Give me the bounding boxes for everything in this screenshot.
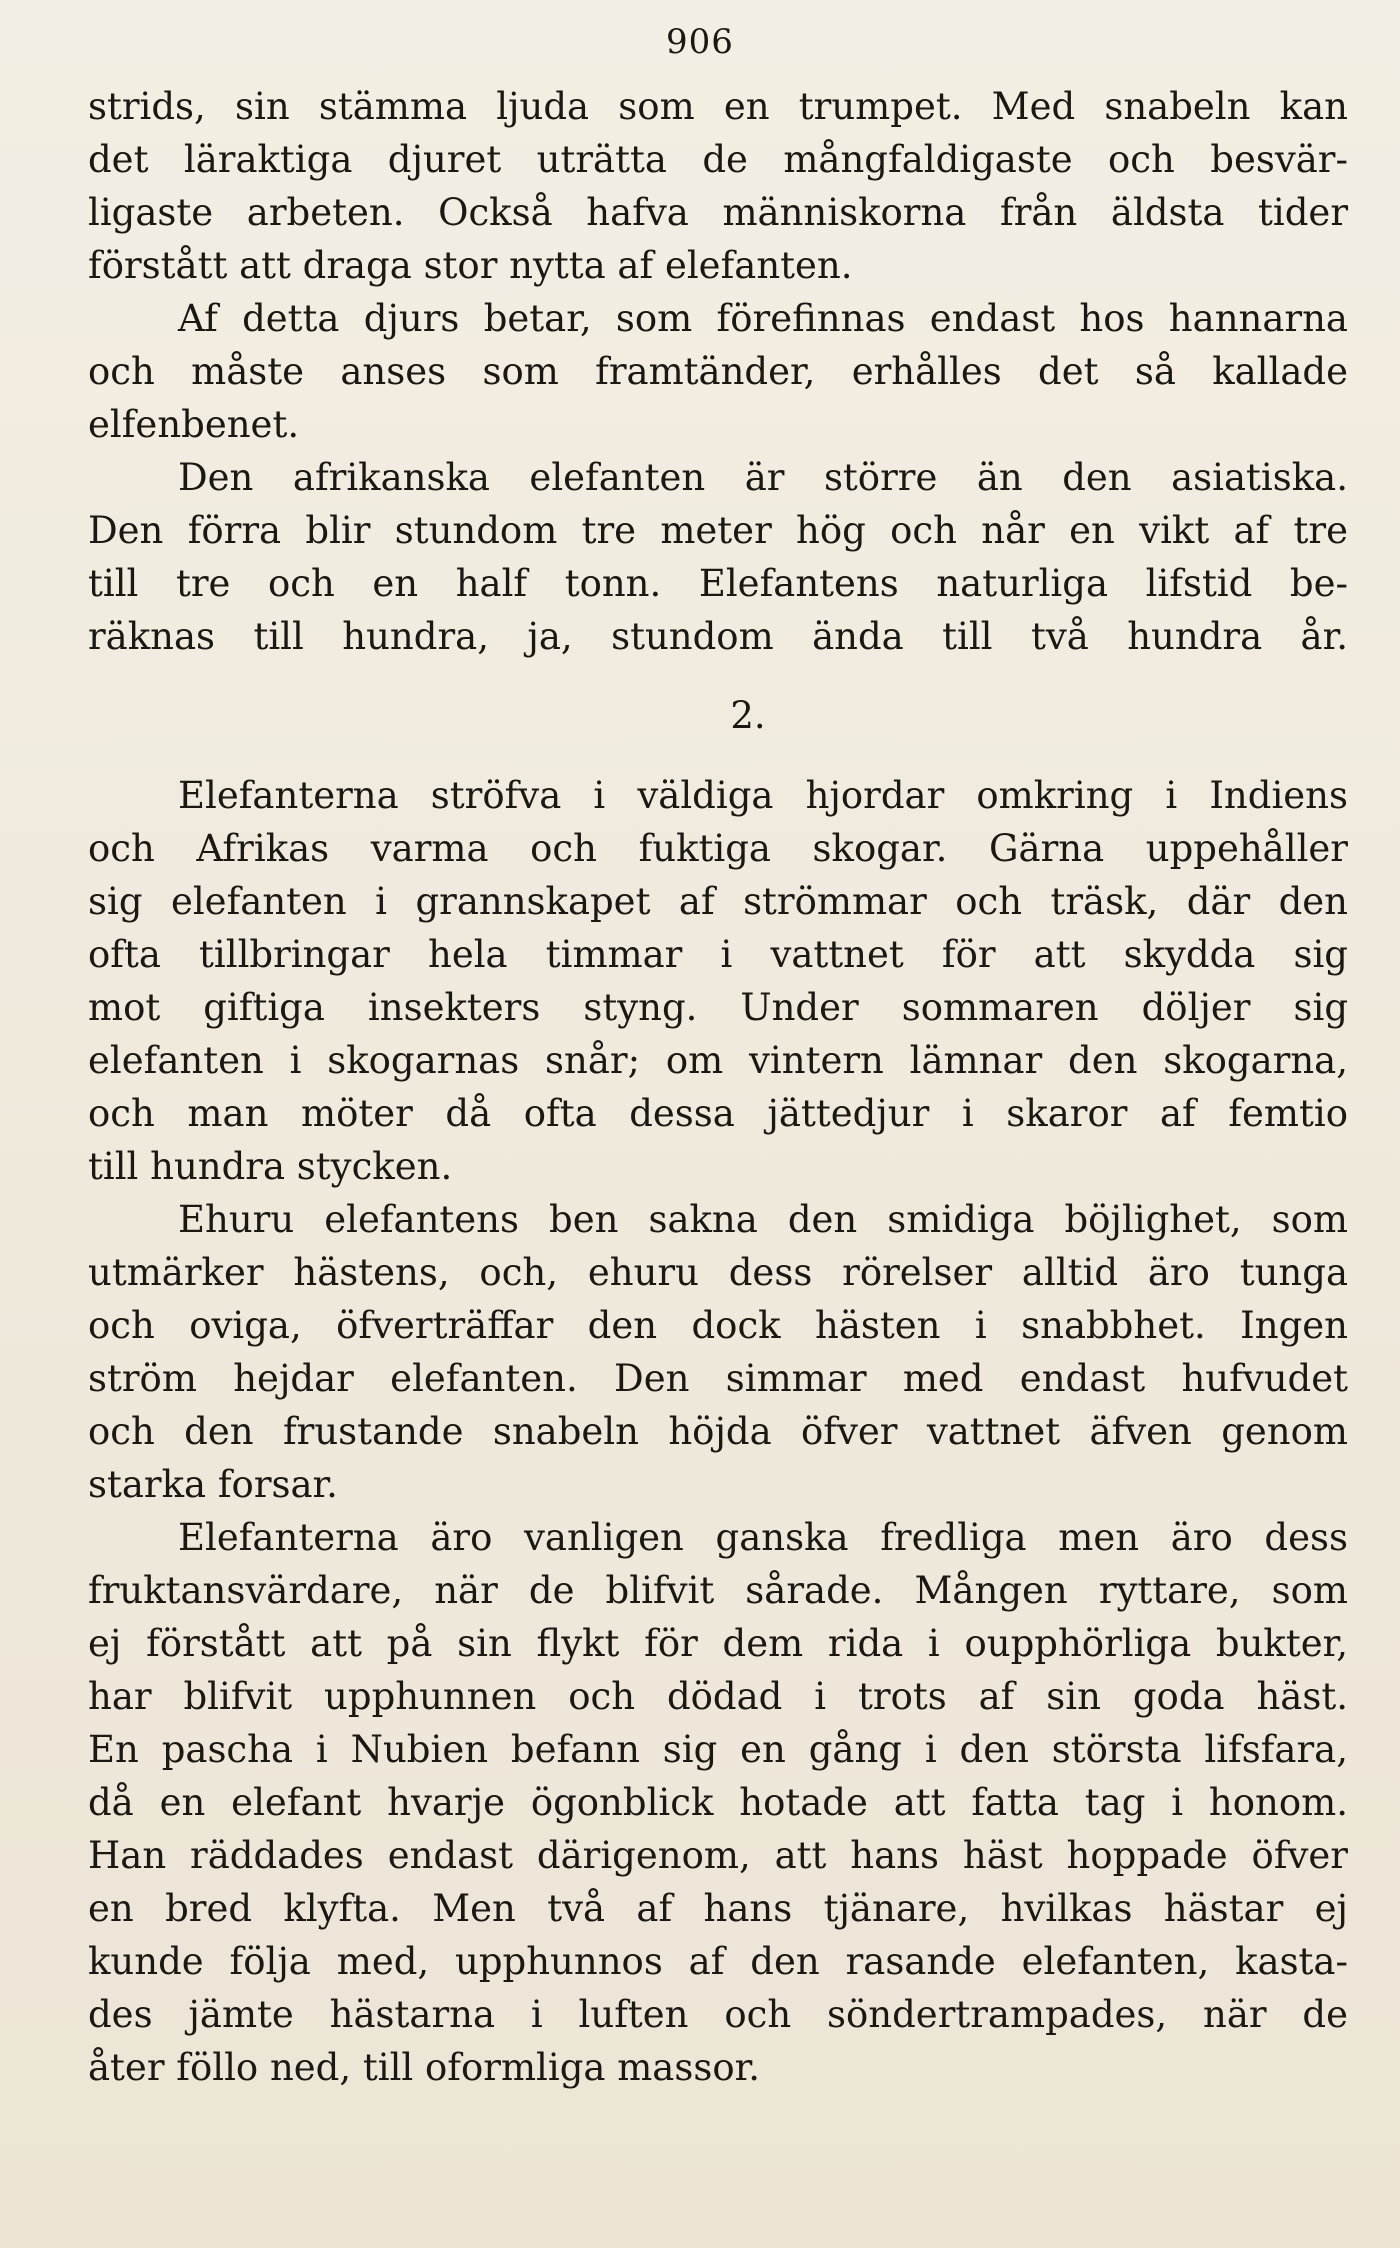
text-line: Elefanterna ströfva i väldiga hjordar omkring i Indiens (178, 774, 1348, 817)
text-line: har blifvit upphunnen och dödad i trots af sin goda häst. (88, 1675, 1348, 1718)
text-line: det läraktiga djuret uträtta de mångfaldigaste och besvär- (88, 138, 1348, 181)
text-line: och måste anses som framtänder, erhålles det så kallade (88, 350, 1348, 393)
text-line: till tre och en half tonn. Elefantens naturliga lifstid be- (88, 562, 1348, 605)
text-line: förstått att draga stor nytta af elefanten. (88, 244, 853, 287)
paragraph (88, 80, 1348, 292)
text-line: ligaste arbeten. Också hafva människorna från äldsta tider (88, 191, 1348, 234)
text-line: räknas till hundra, ja, stundom ända till två hundra år. (88, 615, 1348, 658)
text-line: utmärker hästens, och, ehuru dess rörelser alltid äro tunga (88, 1251, 1348, 1294)
text-line: kunde följa med, upphunnos af den rasande elefanten, kasta- (88, 1940, 1348, 1983)
text-line: strids, sin stämma ljuda som en trumpet. Med snabeln kan (88, 85, 1348, 128)
text-line: ofta tillbringar hela timmar i vattnet för att skydda sig (88, 933, 1348, 976)
text-line: åter föllo ned, till oformliga massor. (88, 2046, 760, 2089)
paragraph (88, 1193, 1348, 1511)
text-line: till hundra stycken. (88, 1145, 453, 1188)
text-line: des jämte hästarna i luften och söndertrampades, när de (88, 1993, 1348, 2036)
text-line: ej förstått att på sin flykt för dem rida i oupphörliga bukter, (88, 1622, 1348, 1665)
text-line: fruktansvärdare, när de blifvit sårade. Mången ryttare, som (88, 1569, 1348, 1612)
text-line: en bred klyfta. Men två af hans tjänare, hvilkas hästar ej (88, 1887, 1348, 1930)
paragraph (88, 292, 1348, 451)
text-line: Af detta djurs betar, som förefinnas endast hos hannarna (178, 297, 1348, 340)
paragraph (88, 769, 1348, 1193)
text-line: Den förra blir stundom tre meter hög och når en vikt af tre (88, 509, 1348, 552)
text-line: och man möter då ofta dessa jättedjur i skaror af femtio (88, 1092, 1348, 1135)
text-line: Den afrikanska elefanten är större än den asiatiska. (178, 456, 1348, 499)
body-text (88, 80, 1348, 2094)
text-line: Ehuru elefantens ben sakna den smidiga böjlighet, som (178, 1198, 1348, 1241)
text-line: mot giftiga insekters styng. Under sommaren döljer sig (88, 986, 1348, 1029)
text-line: då en elefant hvarje ögonblick hotade att fatta tag i honom. (88, 1781, 1348, 1824)
text-line: Han räddades endast därigenom, att hans häst hoppade öfver (88, 1834, 1348, 1877)
text-line: och oviga, öfverträffar den dock hästen i snabbhet. Ingen (88, 1304, 1348, 1347)
page-number: 906 (666, 22, 734, 62)
paragraph (88, 1511, 1348, 2094)
text-line: Elefanterna äro vanligen ganska fredliga men äro dess (178, 1516, 1348, 1559)
section-number: 2. (730, 694, 766, 737)
text-line: och den frustande snabeln höjda öfver vattnet äfven genom (88, 1410, 1348, 1453)
text-line: elefanten i skogarnas snår; om vintern lämnar den skogarna, (88, 1039, 1348, 1082)
text-line: ström hejdar elefanten. Den simmar med endast hufvudet (88, 1357, 1348, 1400)
text-line: och Afrikas varma och fuktiga skogar. Gärna uppehåller (88, 827, 1348, 870)
text-line: starka forsar. (88, 1463, 338, 1506)
text-line: sig elefanten i grannskapet af strömmar och träsk, där den (88, 880, 1348, 923)
text-line: En pascha i Nubien befann sig en gång i den största lifsfara, (88, 1728, 1348, 1771)
paragraph (88, 451, 1348, 663)
text-line: elfenbenet. (88, 403, 300, 446)
